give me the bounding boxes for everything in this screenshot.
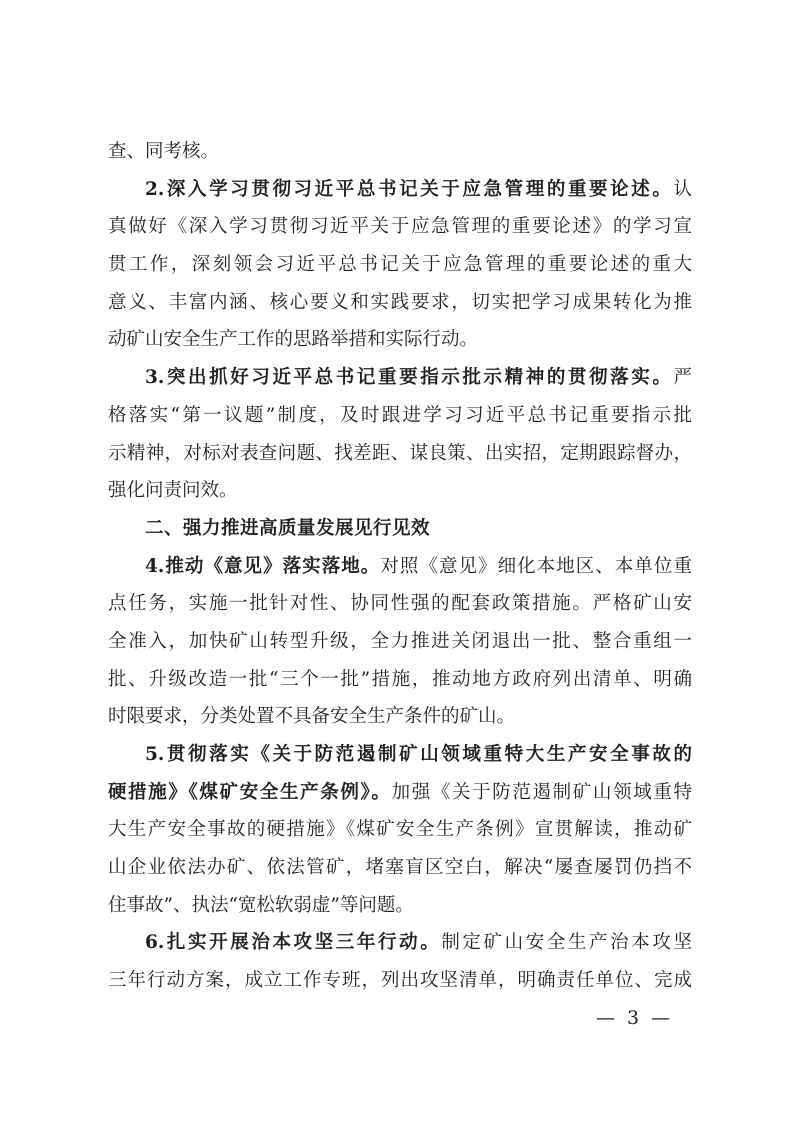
paragraph-text: 点任务，实施一批针对性、协同性强的配套政策措施。严格矿山安 [108,593,692,615]
paragraph-text: 强化问责问效。 [108,480,238,502]
paragraph-line [108,133,692,171]
paragraph-text: 示精神，对标对表查问题、找差距、谋良策、出实招，定期跟踪督办， [108,442,692,464]
paragraph-line [108,811,692,849]
paragraph-text: 加强《关于防范遏制矿山领域重特 [391,781,692,803]
section-heading: 二、强力推进高质量发展见行见效 [145,517,431,539]
paragraph-line [108,736,692,774]
paragraph-line [108,397,692,435]
item-title: 硬措施》《煤矿安全生产条例》。 [108,781,392,803]
paragraph-text: 住事故”、执法“宽松软弱虚”等问题。 [108,894,414,916]
paragraph-line [108,472,692,510]
paragraph-line [108,962,692,1000]
item-3-paragraph [108,359,692,510]
paragraph-text: 山企业依法办矿、依法管矿，堵塞盲区空白，解决“屡查屡罚仍挡不 [108,857,692,879]
paragraph-text: 真做好《深入学习贯彻习近平关于应急管理的重要论述》的学习宣 [108,216,692,238]
item-6-paragraph [108,924,692,999]
paragraph-line [108,585,692,623]
document-body [108,133,692,1000]
paragraph-line [108,359,692,397]
paragraph-line [108,171,692,209]
paragraph-line [108,435,692,473]
paragraph-line [108,321,692,359]
item-title: 5.贯彻落实《关于防范遏制矿山领域重特大生产安全事故的 [145,744,692,765]
paragraph-text: 时限要求，分类处置不具备安全生产条件的矿山。 [108,706,516,728]
item-title: 4.推动《意见》落实落地。 [145,555,381,577]
paragraph-text: 三年行动方案，成立工作专班，列出攻坚清单，明确责任单位、完成 [108,970,692,992]
paragraph-line [108,548,692,586]
paragraph-line [108,623,692,661]
paragraph-line [108,246,692,284]
item-4-paragraph [108,548,692,736]
page-number: — 3 — [596,1007,674,1029]
paragraph-text: 对照《意见》细化本地区、本单位重 [380,555,692,577]
item-title: 3.突出抓好习近平总书记重要指示批示精神的贯彻落实。 [145,367,674,389]
paragraph-text: 动矿山安全生产工作的思路举措和实际行动。 [108,329,479,351]
item-2-paragraph [108,171,692,359]
paragraph-line [108,284,692,322]
paragraph-text: 制定矿山安全生产治本攻坚 [441,932,692,954]
paragraph-line [108,924,692,962]
item-title: 6.扎实开展治本攻坚三年行动。 [145,932,442,954]
paragraph-line [108,887,692,925]
paragraph-line [108,208,692,246]
item-title: 2.深入学习贯彻习近平总书记关于应急管理的重要论述。 [145,178,674,200]
paragraph-line [108,774,692,812]
paragraph-text: 认 [673,178,692,200]
paragraph-text: 查、同考核。 [108,141,220,162]
paragraph-text: 严 [673,367,692,389]
paragraph-text: 批、升级改造一批“三个一批”措施，推动地方政府列出清单、明确 [108,668,692,690]
paragraph-text: 贯工作，深刻领会习近平总书记关于应急管理的重要论述的重大 [108,254,692,276]
paragraph-line [108,661,692,699]
paragraph-line [108,698,692,736]
paragraph-text: 全准入，加快矿山转型升级，全力推进关闭退出一批、整合重组一 [108,630,692,652]
paragraph-text: 格落实“第一议题”制度，及时跟进学习习近平总书记重要指示批 [108,404,692,426]
paragraph-line [108,849,692,887]
item-5-paragraph [108,736,692,924]
continuation-paragraph [108,133,692,171]
paragraph-text: 大生产安全事故的硬措施》《煤矿安全生产条例》宣贯解读，推动矿 [108,819,692,841]
paragraph-text: 意义、丰富内涵、核心要义和实践要求，切实把学习成果转化为推 [108,291,692,313]
